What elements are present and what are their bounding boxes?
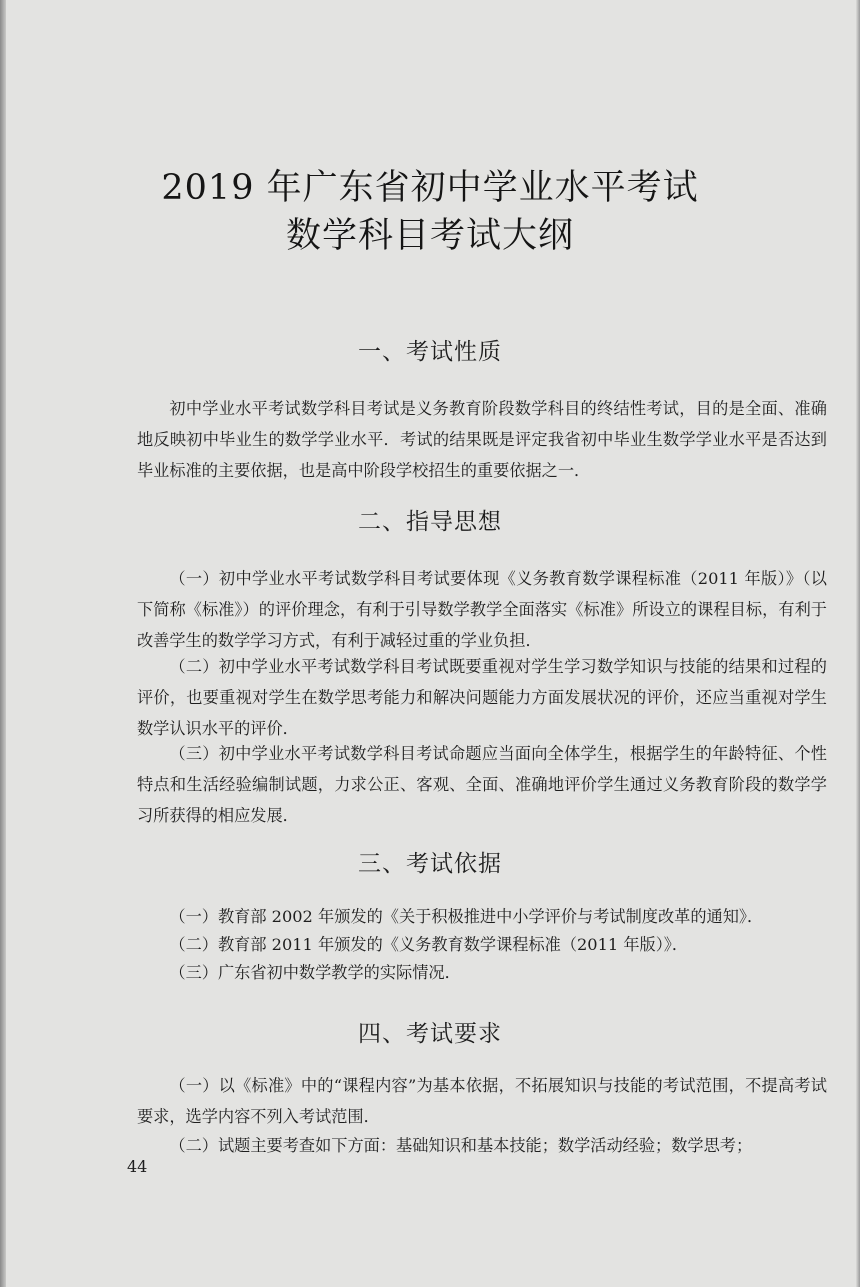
section-heading-exam-basis: 三、考试依据 <box>358 851 502 877</box>
document-title-line2: 数学科目考试大纲 <box>285 216 574 256</box>
paragraph-exam-nature: 初中学业水平考试数学科目考试是义务教育阶段数学科目的终结性考试，目的是全面、准确地反映初中毕业生的数学学业水平．考试的结果既是评定我省初中毕业生数学学业水平是否达到毕业标准的主要依据，也是高中阶段学校招生的重要依据之一． <box>137 399 827 480</box>
paragraph-exam-basis-3: （三）广东省初中数学教学的实际情况． <box>169 963 461 982</box>
paragraph-exam-requirements-2: （二）试题主要考查如下方面：基础知识和基本技能；数学活动经验；数学思考； <box>169 1136 753 1155</box>
section-heading-exam-nature: 一、考试性质 <box>358 339 502 365</box>
paragraph-guiding-ideas-1: （一）初中学业水平考试数学科目考试要体现《义务教育数学课程标准（2011 年版）》（以下简称《标准》）的评价理念，有利于引导数学教学全面落实《标准》所设立的课程目标，有利于改善学生的数学学习方式，有利于减轻过重的学业负担． <box>137 569 827 650</box>
paragraph-guiding-ideas-2: （二）初中学业水平考试数学科目考试既要重视对学生学习数学知识与技能的结果和过程的评价，也要重视对学生在数学思考能力和解决问题能力方面发展状况的评价，还应当重视对学生数学认识水平的评价． <box>137 657 827 738</box>
paragraph-exam-basis-2: （二）教育部 2011 年颁发的《义务教育数学课程标准（2011 年版）》． <box>169 935 689 954</box>
section-heading-exam-requirements: 四、考试要求 <box>358 1021 502 1047</box>
paragraph-guiding-ideas-3: （三）初中学业水平考试数学科目考试命题应当面向全体学生，根据学生的年龄特征、个性特点和生活经验编制试题，力求公正、客观、全面、准确地评价学生通过义务教育阶段的数学学习所获得的相应发展． <box>137 744 827 825</box>
section-heading-guiding-ideas: 二、指导思想 <box>358 509 502 535</box>
document-title-line1: 2019 年广东省初中学业水平考试 <box>161 168 699 208</box>
paragraph-exam-requirements-1: （一）以《标准》中的“课程内容”为基本依据，不拓展知识与技能的考试范围，不提高考试要求，选学内容不列入考试范围． <box>137 1076 827 1126</box>
paragraph-exam-basis-1: （一）教育部 2002 年颁发的《关于积极推进中小学评价与考试制度改革的通知》． <box>169 907 764 926</box>
page-number: 44 <box>127 1157 148 1176</box>
